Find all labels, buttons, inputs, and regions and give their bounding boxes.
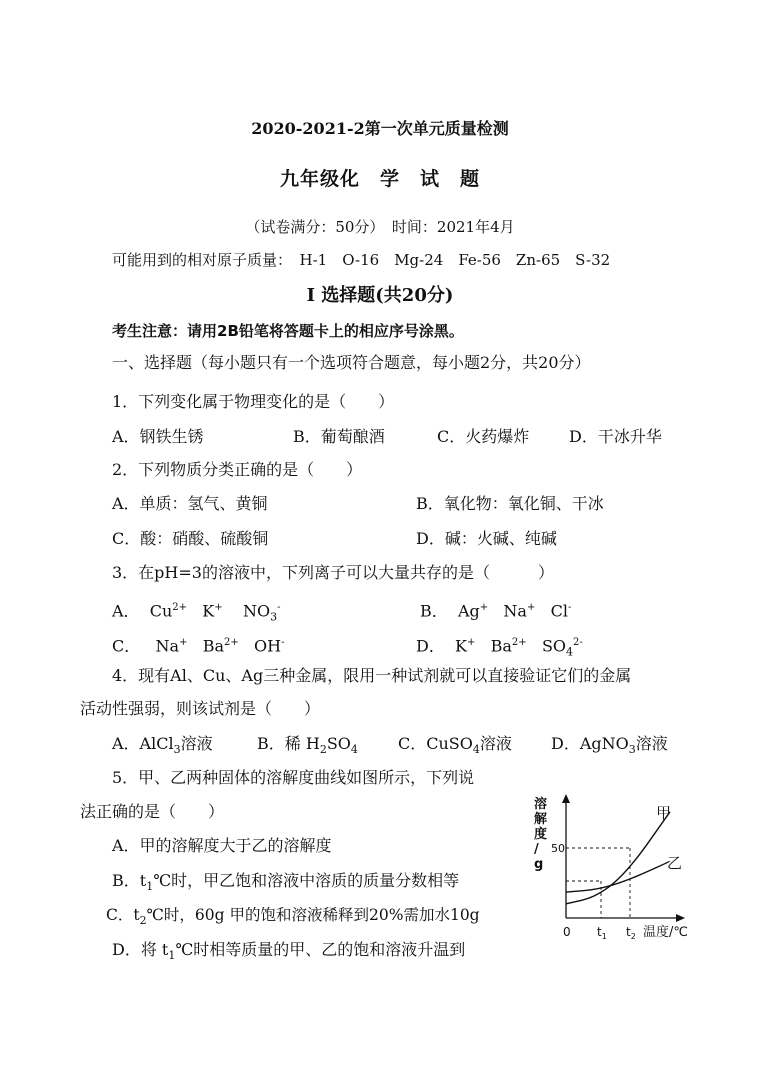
origin-label: 0 <box>563 925 571 939</box>
q1-option-c: C．火药爆炸 <box>437 427 530 446</box>
ion-charge: - <box>277 602 281 613</box>
x-tick-label-t1: $t_1$ <box>597 925 607 941</box>
option-label: D． <box>416 636 445 656</box>
option-label: C． <box>112 636 141 656</box>
y-axis-arrow <box>562 794 570 803</box>
q4-stem-line1: 4．现有Al、Cu、Ag三种金属，限用一种试剂就可以直接验证它们的金属 <box>112 666 632 685</box>
x-axis-label: 温度/℃ <box>643 925 688 940</box>
y-axis-label-char: / <box>534 842 539 857</box>
ion: Ag <box>457 601 480 621</box>
formula-text: C．CuSO <box>398 734 473 753</box>
q1-option-a: A．钢铁生锈 <box>112 427 204 446</box>
q2-option-d: D．碱：火碱、纯碱 <box>416 529 557 548</box>
y-axis-label-char: 度 <box>534 827 548 842</box>
ion: OH <box>254 636 282 656</box>
formula-subscript: 3 <box>173 743 181 757</box>
q5-stem-line1: 5．甲、乙两种固体的溶解度曲线如图所示，下列说 <box>112 768 475 787</box>
q4-stem-line2: 活动性强弱，则该试剂是（ ） <box>80 699 321 718</box>
formula-text: ℃时，甲乙饱和溶液中溶质的质量分数相等 <box>153 871 460 890</box>
curve-jia <box>566 812 670 904</box>
q3-option-d <box>416 632 583 664</box>
exam-title: 2020-2021-2第一次单元质量检测 <box>251 119 509 138</box>
series-label-yi: 乙 <box>667 854 683 872</box>
y-axis-label <box>534 796 548 872</box>
q3-option-a <box>112 597 281 629</box>
formula-text: C．t <box>106 906 140 924</box>
formula-subscript: 4 <box>472 743 480 757</box>
formula-subscript: 2 <box>319 743 327 757</box>
ion-charge: 2+ <box>224 637 239 648</box>
formula-subscript: 4 <box>350 743 358 757</box>
x-tick-label-t2: $t_2$ <box>626 925 636 941</box>
solubility-chart <box>520 790 700 950</box>
ion-charge: - <box>281 637 285 648</box>
ion: Cl <box>550 601 568 621</box>
y-axis-label-char: 解 <box>534 812 548 827</box>
formula-text: A．AlCl <box>112 734 174 753</box>
q3-option-c <box>112 632 285 657</box>
ion-charge: + <box>214 602 223 613</box>
ion: SO <box>541 636 567 656</box>
q2-option-b: B．氧化物：氧化铜、干冰 <box>416 494 604 513</box>
q1-option-b: B．葡萄酿酒 <box>293 427 385 446</box>
ion-charge: + <box>466 637 476 648</box>
q3-stem: 3．在pH=3的溶液中，下列离子可以大量共存的是（ ） <box>112 563 554 582</box>
formula-text: ℃时，60g 甲的饱和溶液稀释到20%需加水10g <box>146 906 480 924</box>
q5-option-b <box>112 870 459 898</box>
option-label: B． <box>420 601 448 621</box>
q4-option-b <box>257 733 358 761</box>
ion: Ba <box>202 636 225 656</box>
q4-option-a <box>112 733 213 761</box>
q2-stem: 2．下列物质分类正确的是（ ） <box>112 460 363 479</box>
ion: Na <box>155 636 180 656</box>
y-tick-label: 50 <box>551 842 565 855</box>
formula-text: 溶液 <box>479 734 512 753</box>
formula-subscript: 1 <box>168 949 176 963</box>
q2-option-c: C．酸：硝酸、硫酸铜 <box>112 529 269 548</box>
formula-subscript: 3 <box>628 743 636 757</box>
ion-charge: + <box>179 637 188 648</box>
exam-meta: （试卷满分：50分） 时间：2021年4月 <box>245 218 515 236</box>
ion: Cu <box>149 601 173 621</box>
curve-yi <box>566 861 670 892</box>
q4-option-c <box>398 733 512 761</box>
ion-charge: - <box>567 602 572 613</box>
ion: Na <box>503 601 527 621</box>
ion: Ba <box>490 636 512 656</box>
q4-option-d <box>551 733 668 761</box>
exam-subject: 九年级化 学 试 题 <box>279 168 480 190</box>
y-axis-label-char: g <box>534 857 544 872</box>
q5-option-c <box>106 904 480 932</box>
q2-option-a: A．单质：氢气、黄铜 <box>112 494 268 513</box>
formula-text: ℃时相等质量的甲、乙的饱和溶液升温到 <box>175 940 466 959</box>
ion-charge: 2+ <box>511 637 527 648</box>
ion-subscript: 4 <box>566 645 574 659</box>
q1-stem: 1．下列变化属于物理变化的是（ ） <box>112 392 395 411</box>
q5-option-a: A．甲的溶解度大于乙的溶解度 <box>112 836 332 855</box>
section-title: I 选择题(共20分) <box>306 285 454 306</box>
q5-stem-line2: 法正确的是（ ） <box>80 802 225 821</box>
series-label-jia: 甲 <box>656 804 672 822</box>
ion-charge: + <box>479 602 489 613</box>
ion-charge: 2+ <box>172 602 188 613</box>
q3-option-b <box>420 597 571 622</box>
notice: 考生注意：请用2B铅笔将答题卡上的相应序号涂黑。 <box>112 322 464 340</box>
formula-text: D．将 t <box>112 940 169 959</box>
section-instruction: 一、选择题（每小题只有一个选项符合题意，每小题2分，共20分） <box>112 353 591 372</box>
q5-option-d <box>112 939 465 967</box>
formula-text: SO <box>326 734 351 753</box>
ion-charge: + <box>526 602 536 613</box>
ion-charge: 2- <box>573 637 583 648</box>
formula-text: B．t <box>112 871 147 890</box>
ion: K <box>455 636 467 656</box>
formula-subscript: 2 <box>139 914 147 928</box>
formula-text: B．稀 H <box>257 734 320 753</box>
x-axis-arrow <box>676 914 685 922</box>
ion-subscript: 3 <box>270 610 278 624</box>
formula-text: 溶液 <box>635 734 668 753</box>
option-label: A． <box>112 601 140 621</box>
ion: K <box>202 601 215 621</box>
formula-subscript: 1 <box>146 880 154 894</box>
formula-text: D．AgNO <box>551 734 629 753</box>
ion: NO <box>242 601 271 621</box>
y-axis-label-char: 溶 <box>534 797 548 812</box>
q1-option-d: D．干冰升华 <box>569 427 662 446</box>
formula-text: 溶液 <box>180 734 213 753</box>
atomic-masses: 可能用到的相对原子质量： H-1 O-16 Mg-24 Fe-56 Zn-65 S-32 <box>112 251 611 269</box>
